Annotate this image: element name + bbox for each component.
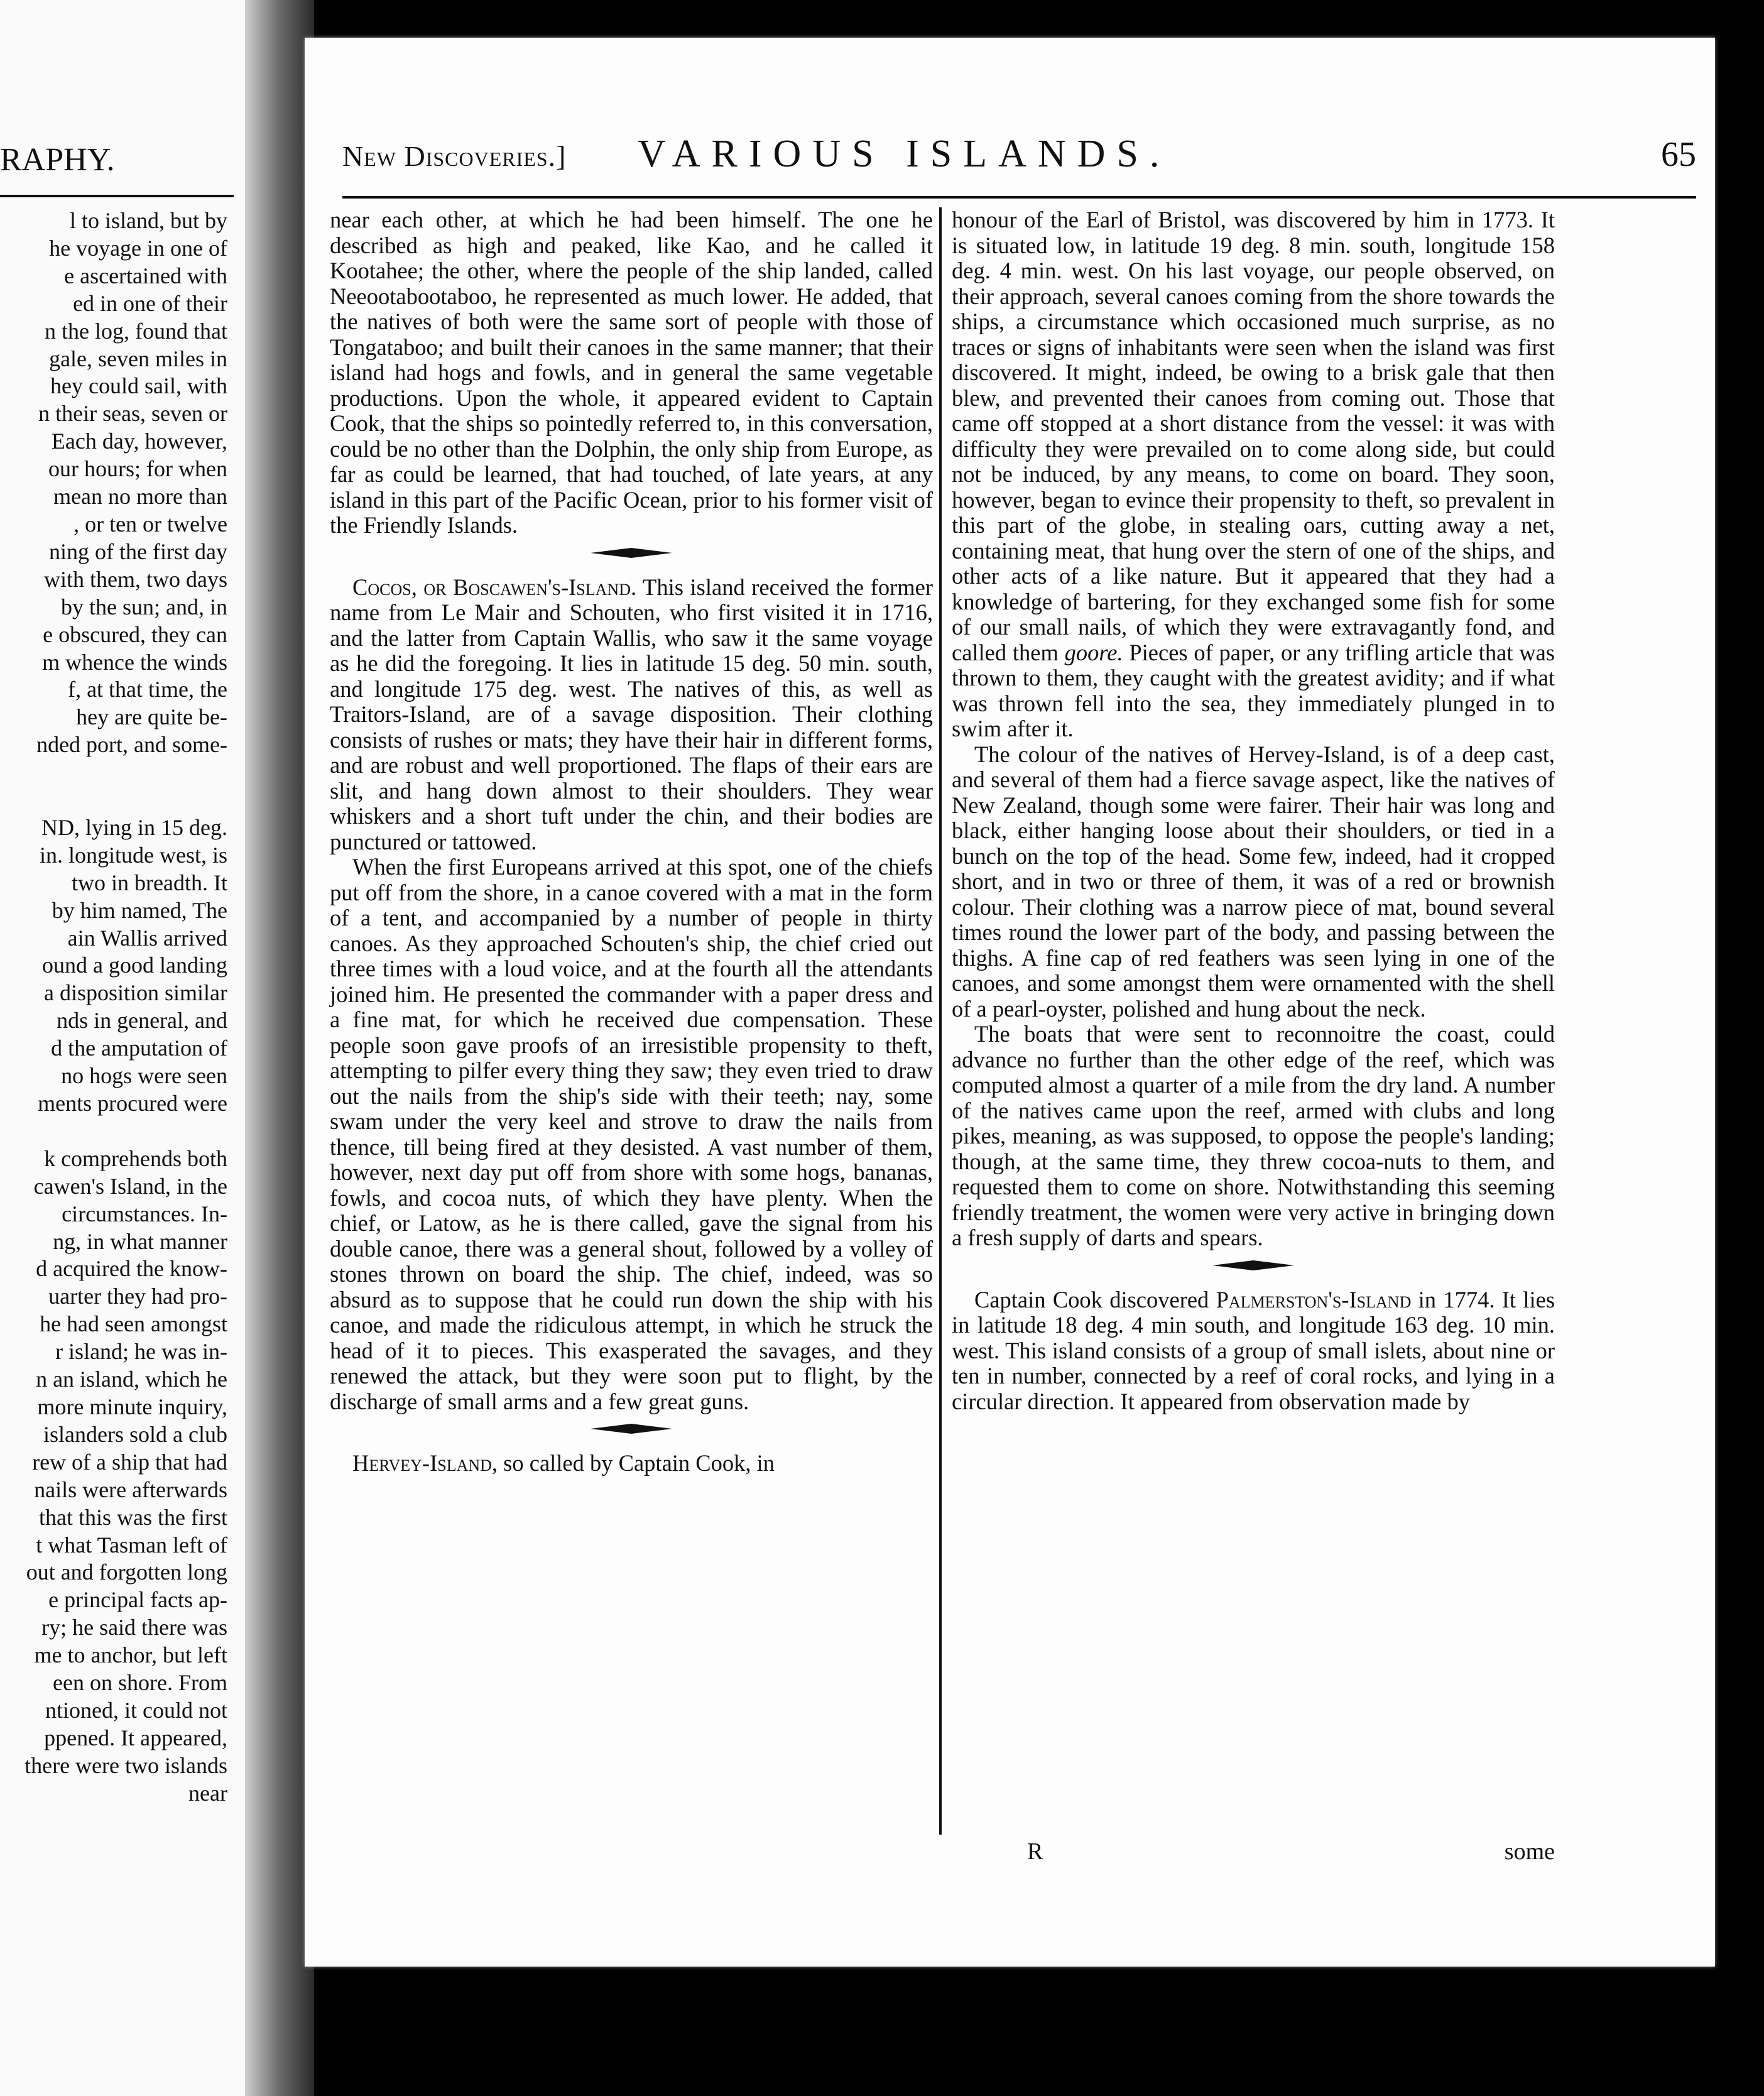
facing-page-line: k comprehends both <box>44 1145 227 1171</box>
facing-page-line: d acquired the know- <box>36 1256 227 1282</box>
paragraph: The colour of the natives of Hervey-Island, is of a deep cast, and several of them had a fierce savage aspect, like the natives of New Zealand, though some were fairer. Their hair was long and black, either hanging loose about their shoulders, or tied in a bunch on the top of the head. Some few, indeed, had it cropped short, and in two or three of them, it was of a red or brownish colour. Their clothing was a narrow piece of mat, bound several times round the lower part of the body, and passing between the thighs. A fine cap of red feathers was seen lying in one of the canoes, and some amongst them were ornamented with the shell of a pearl-oyster, polished and hung about the neck. <box>952 741 1555 1022</box>
facing-page-text <box>0 207 227 1808</box>
facing-page-line: uarter they had pro- <box>48 1284 227 1309</box>
facing-page-line <box>0 787 227 814</box>
facing-page-line: ng, in what manner <box>53 1228 227 1254</box>
facing-page-line: near <box>188 1780 227 1806</box>
facing-page-line: in. longitude west, is <box>40 842 227 868</box>
paragraph-text: This island received the former name from Le Mair and Schouten, who first visited it in 1716, and the latter from Captain Wallis, who saw it the same voyage as he did the foregoing. It lies in latitude 15 deg. 50 min. south, and longitude 175 deg. west. The natives of this, as well as Traitors-Island, are of a savage disposition. Their clothing consists of rushes or mats; they have their hair in different forms, and are robust and well proportioned. The flaps of their ears are slit, and hang down almost to their shoulders. They wear whiskers and a short tuft under the chin, and their bodies are punctured or tattowed. <box>330 574 933 854</box>
facing-page-line: circumstances. In- <box>62 1201 227 1226</box>
column-right <box>952 207 1555 1414</box>
page-65 <box>305 38 1715 1967</box>
facing-page-line: by the sun; and, in <box>61 594 227 620</box>
facing-page-line: by him named, The <box>52 897 227 923</box>
facing-page-line: mean no more than <box>53 484 227 510</box>
facing-page-line: he had seen amongst <box>40 1311 227 1337</box>
facing-page-line: that this was the first <box>39 1504 227 1530</box>
facing-page-line: islanders sold a club <box>43 1421 227 1447</box>
facing-page-line: t what Tasman left of <box>36 1532 227 1558</box>
paragraph-text: so called by Captain Cook, in <box>503 1450 775 1476</box>
facing-page-line: n the log, found that <box>45 318 227 344</box>
facing-page-line: ed in one of their <box>73 290 227 316</box>
facing-page-line: e principal facts ap- <box>48 1587 227 1613</box>
paragraph-text: in 1774. It lies in latitude 18 deg. 4 min south, and longitude 163 deg. 10 min. west. This island consists of a group of small islets, about nine or ten in number, connected by a reef of coral rocks, and lying in a circular direction. It appeared from observation made by <box>952 1286 1555 1414</box>
page-title: VARIOUS ISLANDS. <box>638 133 1171 175</box>
section-label: New Discoveries.] <box>342 140 567 172</box>
signature-mark: R <box>1027 1838 1043 1865</box>
facing-page-line: r island; he was in- <box>55 1339 227 1365</box>
running-header <box>342 132 1696 188</box>
paragraph <box>952 207 1555 742</box>
facing-page-line: n their seas, seven or <box>38 401 227 427</box>
facing-page-line: more minute inquiry, <box>37 1394 227 1419</box>
facing-page-line: there were two islands <box>24 1752 227 1778</box>
facing-page-line: ound a good landing <box>42 952 227 978</box>
ornament-divider <box>591 547 672 559</box>
facing-page-line: our hours; for when <box>48 456 227 482</box>
facing-page-line: hey could sail, with <box>50 373 227 399</box>
native-word: goore. <box>1064 639 1123 665</box>
paragraph-text: honour of the Earl of Bristol, was discovered by him in 1773. It is situated low, in latitude 19 deg. 8 min. south, longitude 158 deg. 4 min. west. On his last voyage, our people observed, on their approach, several canoes coming from the shore towards the ships, a circumstance which occasioned much surprise, as no traces or signs of inhabitants were seen when the island was first discovered. It might, indeed, be owing to a brisk gale that then blew, and prevented their canoes from coming out. Those that came off stopped at a short distance from the vessel: it was with difficulty they were prevailed on to come along side, but could not be induced, by any means, to come on board. They soon, however, began to evince their propensity to theft, so prevalent in this part of the globe, in stealing oars, cutting away a net, containing meat, that hung over the stern of one of the ships, and other acts of a like nature. But it appeared that they had a knowledge of bartering, for they exchanged some fish for some of our small nails, of which they were extravagantly fond, and called them <box>952 207 1555 665</box>
facing-page-line: ning of the first day <box>49 538 227 564</box>
facing-page-line: Each day, however, <box>51 428 227 454</box>
facing-page-line: out and forgotten long <box>26 1559 227 1585</box>
facing-page-line: ppened. It appeared, <box>44 1725 227 1750</box>
facing-page-line: n an island, which he <box>36 1367 227 1392</box>
ornament-divider <box>591 1423 672 1434</box>
facing-page-line: rew of a ship that had <box>32 1449 227 1475</box>
facing-page-line: me to anchor, but left <box>34 1642 227 1668</box>
facing-page-line: ments procured were <box>38 1091 227 1116</box>
facing-page-line: m whence the winds <box>42 649 227 675</box>
ornament-divider <box>1212 1260 1294 1271</box>
facing-page-line: nails were afterwards <box>34 1476 227 1502</box>
island-heading: Hervey-Island, <box>352 1450 498 1476</box>
paragraph-text: Captain Cook discovered <box>974 1286 1209 1313</box>
facing-page-line: nds in general, and <box>57 1008 227 1034</box>
paragraph <box>330 1451 933 1476</box>
facing-page-line: e ascertained with <box>64 263 227 288</box>
paragraph <box>952 1287 1555 1415</box>
header-rule <box>342 196 1696 199</box>
paragraph: near each other, at which he had been himself. The one he described as high and peaked, like Kao, and he called it Kootahee; the other, where the people of the ship landed, called Neeootabootaboo, he represented as much lower. He added, that the natives of both were the same sort of people with those of Tongataboo; and built their canoes in the same manner; that their island had hogs and fowls, and in general the same vegetable productions. Upon the whole, it appeared evident to Captain Cook, that the ships so pointedly referred to, in this conversation, could be no other than the Dolphin, the only ship from Europe, as far as could be learned, that had touched, of late years, at any island in this part of the Pacific Ocean, prior to his former visit of the Friendly Islands. <box>330 207 933 538</box>
facing-page-header: RAPHY. <box>0 142 115 178</box>
paragraph <box>330 575 933 855</box>
facing-page-line: he voyage in one of <box>49 235 227 261</box>
facing-page-line: e obscured, they can <box>43 621 227 647</box>
facing-page-line: with them, two days <box>44 566 227 592</box>
paragraph: The boats that were sent to reconnoitre the coast, could advance no further than the other edge of the reef, which was computed almost a quarter of a mile from the dry land. A number of the natives came upon the reef, armed with clubs and long pikes, meaning, as was supposed, to oppose the people's landing; though, at the same time, they threw cocoa-nuts to them, and requested them to come on shore. Notwithstanding this seeming friendly treatment, the women were very active in bringing down a fresh supply of darts and spears. <box>952 1021 1555 1250</box>
page-footer <box>952 1838 1555 1869</box>
facing-page-left <box>0 0 245 2096</box>
column-divider <box>939 207 942 1835</box>
page-number: 65 <box>1661 135 1696 174</box>
facing-page-line: cawen's Island, in the <box>33 1173 227 1199</box>
facing-page-rule <box>0 195 234 197</box>
island-heading: Palmerston's-Island <box>1216 1286 1412 1313</box>
facing-page-line: no hogs were seen <box>61 1063 227 1089</box>
facing-page-line: nded port, and some- <box>36 732 227 758</box>
facing-page-line <box>0 759 227 787</box>
facing-page-line: gale, seven miles in <box>49 346 227 371</box>
facing-page-line: two in breadth. It <box>72 870 227 895</box>
facing-page-line: hey are quite be- <box>76 704 227 730</box>
paragraph-text: Pieces of paper, or any trifling article that was thrown to them, they caught with the greatest avidity; and if what was thrown fell into the sea, they immediately plunged in to swim after it. <box>952 639 1555 741</box>
facing-page-line: ain Wallis arrived <box>67 925 227 951</box>
facing-page-line: f, at that time, the <box>68 677 227 702</box>
facing-page-line: a disposition similar <box>44 980 227 1006</box>
island-heading: Cocos, or Boscawen's-Island. <box>352 574 637 600</box>
facing-page-line: , or ten or twelve <box>74 511 227 537</box>
column-left <box>330 207 933 1476</box>
facing-page-line: een on shore. From <box>53 1670 227 1696</box>
facing-page-line <box>0 1118 227 1145</box>
paragraph: When the first Europeans arrived at this spot, one of the chiefs put off from the shore, in a canoe covered with a mat in the form of a tent, and accompanied by a number of people in thirty canoes. As they approached Schouten's ship, the chief cried out three times with a loud voice, and at the fourth all the attendants joined him. He presented the commander with a paper dress and a fine mat, for which he received due compensation. These people soon gave proofs of an irresistible propensity to theft, attempting to pilfer every thing they saw; they even tried to draw out the nails from the ship's side with their teeth; nay, some swam under the very keel and strove to draw the nails from thence, till being fired at they desisted. A vast number of them, however, next day put off from shore with some hogs, bananas, fowls, and cocoa nuts, of which they have plenty. When the chief, or Latow, as he is there called, gave the signal from his double canoe, there was a general shout, followed by a volley of stones thrown on board the ship. The chief, indeed, was so absurd as to suppose that he could run down the ship with his canoe, and made the ridiculous attempt, in which he struck the head of it to pieces. This exasperated the savages, and they renewed the attack, but they were soon put to flight, by the discharge of small arms and a few great guns. <box>330 854 933 1414</box>
catchword: some <box>1504 1838 1555 1865</box>
facing-page-line: ND, lying in 15 deg. <box>41 814 227 840</box>
facing-page-line: ntioned, it could not <box>45 1697 227 1723</box>
facing-page-line: ry; he said there was <box>41 1615 227 1640</box>
facing-page-line: l to island, but by <box>70 208 227 233</box>
book-gutter <box>245 0 314 2096</box>
facing-page-line: d the amputation of <box>51 1035 227 1061</box>
